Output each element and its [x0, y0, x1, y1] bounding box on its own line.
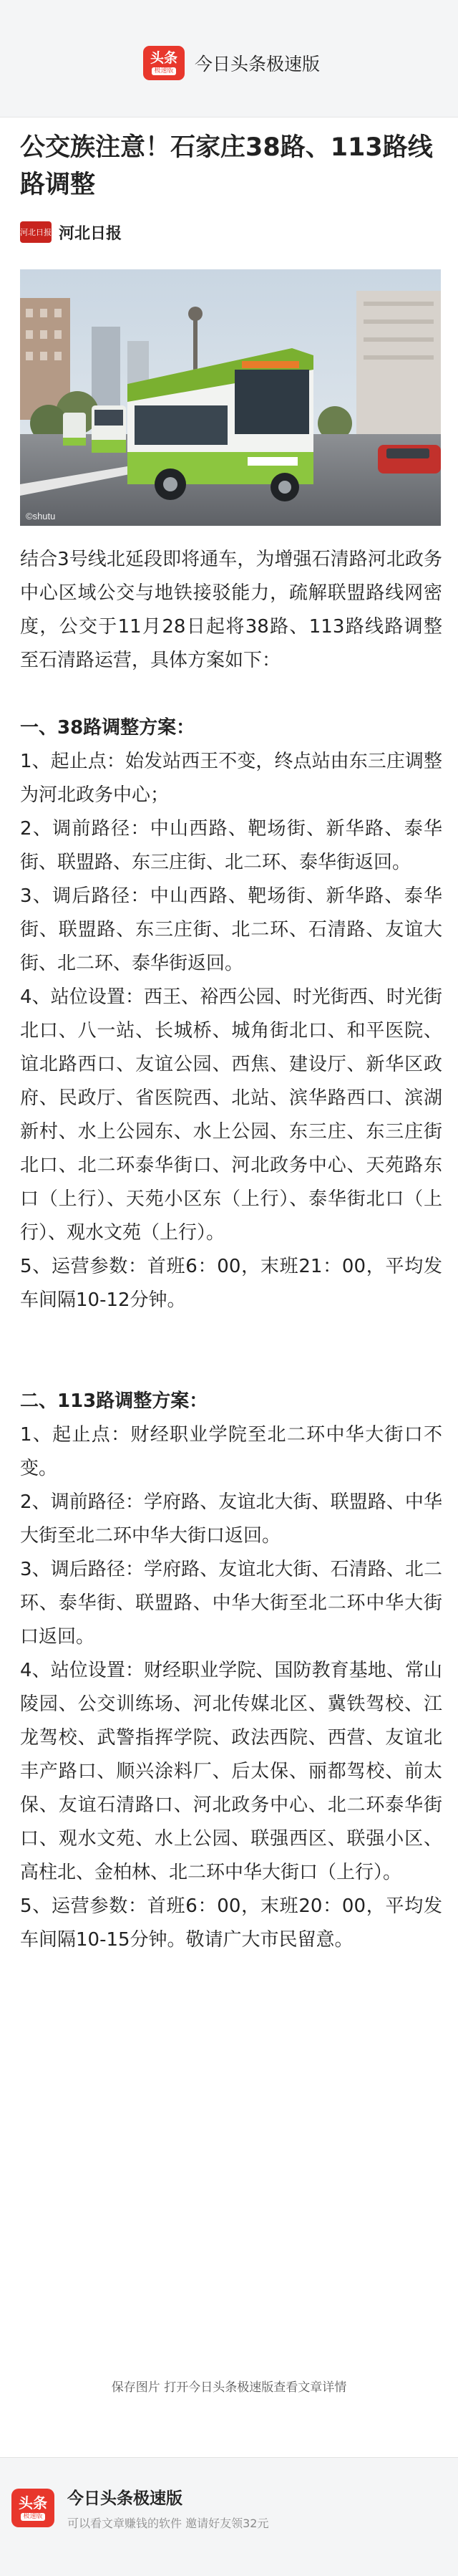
app-logo-icon [143, 46, 185, 80]
section-heading-113: 二、113路调整方案： [20, 1390, 208, 1412]
top-brand[interactable] [143, 46, 320, 80]
section-113-item: 2、调前路径：学府路、友谊北大街、联盟路、中华大街至北二环中华大街口返回。 [20, 1491, 442, 1547]
bottom-promo[interactable] [11, 2485, 268, 2531]
section-113-item: 4、站位设置：财经职业学院、国防教育基地、常山陵园、公交训练场、河北传媒北区、冀铁驾校、江龙驾校、武警指挥学院、政法西院、西营、友谊北丰产路口、顺兴涂料厂、后太保、丽都驾校、前太保、友谊石清路口、河北政务中心、北二环泰华街口、观水文苑、水上公园、联强西区、联强小区、高柱北、金柏林、北二环中华大街口（上行）。 [20, 1660, 442, 1883]
paragraph-gap [20, 1317, 442, 1351]
section-38-item: 4、站位设置：西王、裕西公园、时光街西、时光街北口、八一站、长城桥、城角街北口、和平医院、谊北路西口、友谊公园、西焦、建设厅、新华区政府、民政厅、省医院西、北站、滨华路西口、滨湖新村、水上公园东、水上公园、东三庄、东三庄街北口、北二环泰华街口、河北政务中心、天苑路东口（上行）、天苑小区东（上行）、泰华街北口（上行）、观水文苑（上行）。 [20, 986, 442, 1244]
bus-photo-illustration [20, 269, 441, 526]
bottom-slogan: 可以看文章赚钱的软件 邀请好友领32元 [67, 2517, 269, 2530]
section-38-item: 3、调后路径：中山西路、靶场街、新华路、泰华街、联盟路、东三庄街、北二环、石清路、友谊大街、北二环、泰华街返回。 [20, 885, 442, 974]
bottom-logo-main: 头条 [19, 2494, 47, 2512]
paragraph-gap [20, 1351, 442, 1385]
section-113-item: 5、运营参数：首班6：00，末班20：00，平均发车间隔10-15分钟。敬请广大市民留意。 [20, 1895, 442, 1951]
article-photo [20, 269, 441, 526]
section-heading-38: 一、38路调整方案： [20, 717, 195, 739]
bottom-text [67, 2485, 268, 2531]
article-body [20, 543, 442, 1957]
top-app-bar [0, 0, 458, 117]
section-38-item: 2、调前路径：中山西路、靶场街、新华路、泰华街、联盟路、东三庄街、北二环、泰华街返回。 [20, 818, 442, 873]
app-logo-sub: 极速版 [152, 67, 175, 75]
bottom-app-name: 今日头条极速版 [67, 2489, 182, 2508]
section-38-item: 1、起止点：始发站西王不变，终点站由东三庄调整为河北政务中心； [20, 751, 442, 806]
source-logo-icon: 河北日报 [20, 221, 52, 243]
article-intro: 结合3号线北延段即将通车，为增强石清路河北政务中心区域公交与地铁接驳能力，疏解联盟路线网密度，公交于11月28日起将38路、113路线路调整至石清路运营，具体方案如下： [20, 549, 442, 671]
source-name: 河北日报 [59, 224, 122, 243]
paragraph-gap [20, 678, 442, 711]
bottom-promo-bar[interactable] [0, 2457, 458, 2576]
app-title: 今日头条极速版 [195, 54, 321, 75]
section-38-item: 5、运营参数：首班6：00，末班21：00，平均发车间隔10-12分钟。 [20, 1256, 442, 1311]
save-image-note: 保存图片 打开今日头条极速版查看文章详情 [111, 2380, 347, 2395]
article-title: 公交族注意！石家庄38路、113路线路调整 [20, 133, 433, 199]
bottom-app-logo-icon [11, 2489, 54, 2527]
section-113-item: 1、起止点：财经职业学院至北二环中华大街口不变。 [20, 1424, 442, 1479]
app-logo-main: 头条 [150, 49, 177, 66]
article-source[interactable] [20, 219, 442, 245]
photo-watermark: ©shutu [26, 511, 56, 522]
article [20, 129, 442, 1957]
bottom-logo-sub: 极速版 [21, 2513, 44, 2521]
section-113-item: 3、调后路径：学府路、友谊北大街、石清路、北二环、泰华街、联盟路、中华大街至北二环中华大街口返回。 [20, 1559, 442, 1648]
